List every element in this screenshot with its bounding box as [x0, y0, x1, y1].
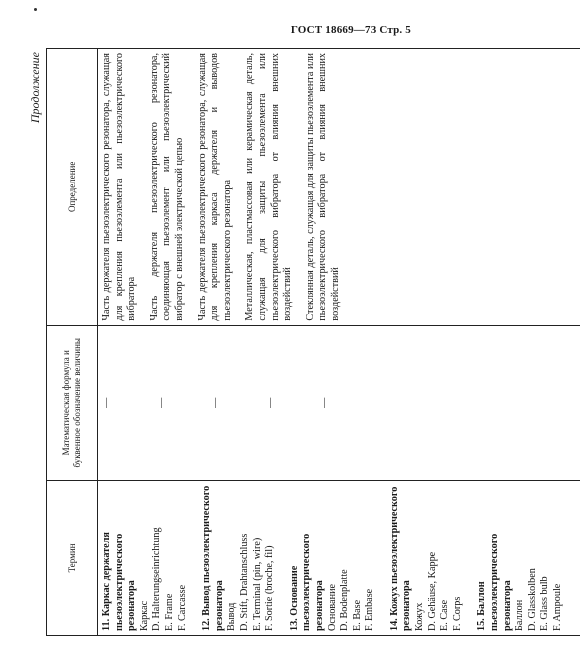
term-line: Баллон — [514, 599, 526, 631]
terms-column — [98, 480, 580, 635]
page-header: ГОСТ 18669—73 Стр. 5 — [290, 24, 411, 36]
term-line: E. Frame — [163, 593, 175, 631]
term-line: E. Glass bulb — [539, 576, 551, 631]
definition-text: Часть держателя пьезоэлектрического резонатора, служащая для крепления пьезоэлемента или пьезоэлектрического вибратора — [101, 53, 138, 321]
formula-dash: — — [264, 397, 276, 408]
formula-dash: — — [155, 397, 167, 408]
term-entry-11 — [101, 485, 189, 631]
term-line: F. Sortie (broche, fil) — [264, 545, 276, 631]
term-entry-12 — [201, 485, 277, 631]
term-title: 13. Основание пьезоэлектрического резонатора — [288, 533, 325, 631]
term-line: D. Halterungseinrichtung — [151, 527, 163, 631]
term-line: D. Gehäuse, Kappe — [426, 551, 438, 631]
column-header-term: Термин — [47, 480, 98, 635]
definition-column — [98, 49, 580, 326]
term-title: 15. Баллон пьезоэлектрического резонатора — [476, 533, 513, 631]
speck-mark — [34, 8, 37, 11]
formula-dash: — — [101, 397, 112, 408]
formula-dash: — — [319, 397, 331, 408]
term-line: E. Base — [351, 599, 363, 631]
column-header-formula: Математическая формула и буквенное обозначение величины — [47, 325, 98, 480]
term-line: Кожух — [414, 602, 426, 631]
term-entry-15 — [476, 485, 564, 631]
term-line: D. Stift, Drahtanschluss — [238, 533, 250, 631]
term-line: F. Embase — [364, 588, 376, 631]
term-line: F. Carcasse — [176, 584, 188, 631]
term-line: D. Bodenplatte — [339, 569, 351, 631]
continuation-label: Продолжение — [28, 52, 42, 124]
formula-column — [98, 325, 580, 480]
term-line: D. Glasskolben — [526, 568, 538, 631]
term-line: E. Case — [439, 599, 451, 631]
definition-text: Металлическая, пластмассовая или керамическая деталь, служащая для защиты пьезоэлемента или пьезоэлектрического вибратора от влияния внешних воздействий — [244, 53, 294, 321]
table-header-row — [47, 49, 98, 636]
term-line: Каркас — [138, 600, 150, 631]
terms-table — [46, 48, 580, 636]
definition-text: Часть держателя пьезоэлектрического резонатора, соединяющая пьезоэлемент или пьезоэлектрический вибратор с внешней электрической цепью — [148, 53, 185, 321]
column-header-definition: Определение — [47, 49, 98, 326]
term-entry-14 — [389, 485, 465, 631]
rotated-page-content — [28, 48, 563, 636]
term-line: F. Ampoule — [552, 583, 563, 631]
term-line: Основание — [326, 583, 338, 631]
term-title: 11. Каркас держателя пьезоэлектрического резонатора — [101, 532, 138, 631]
definition-text: Стеклянная деталь, служащая для защиты пьезоэлемента или пьезоэлектрического вибратора от влияния внешних воздействий — [304, 53, 341, 321]
definition-text: Часть держателя пьезоэлектрического резонатора, служащая для крепления каркаса держателя и выводов пьезоэлектрического резонатора — [196, 53, 233, 321]
term-entry-13 — [289, 485, 377, 631]
term-title: 12. Вывод пьезоэлектрического резонатора — [201, 485, 225, 631]
formula-dash: — — [210, 397, 222, 408]
term-line: F. Corps — [451, 596, 463, 631]
term-line: E. Terminal (pin, wire) — [251, 537, 263, 631]
table-body-row — [98, 49, 580, 636]
term-title: 14. Кожух пьезоэлектрического резонатора — [388, 486, 413, 631]
term-line: Вывод — [226, 602, 238, 631]
